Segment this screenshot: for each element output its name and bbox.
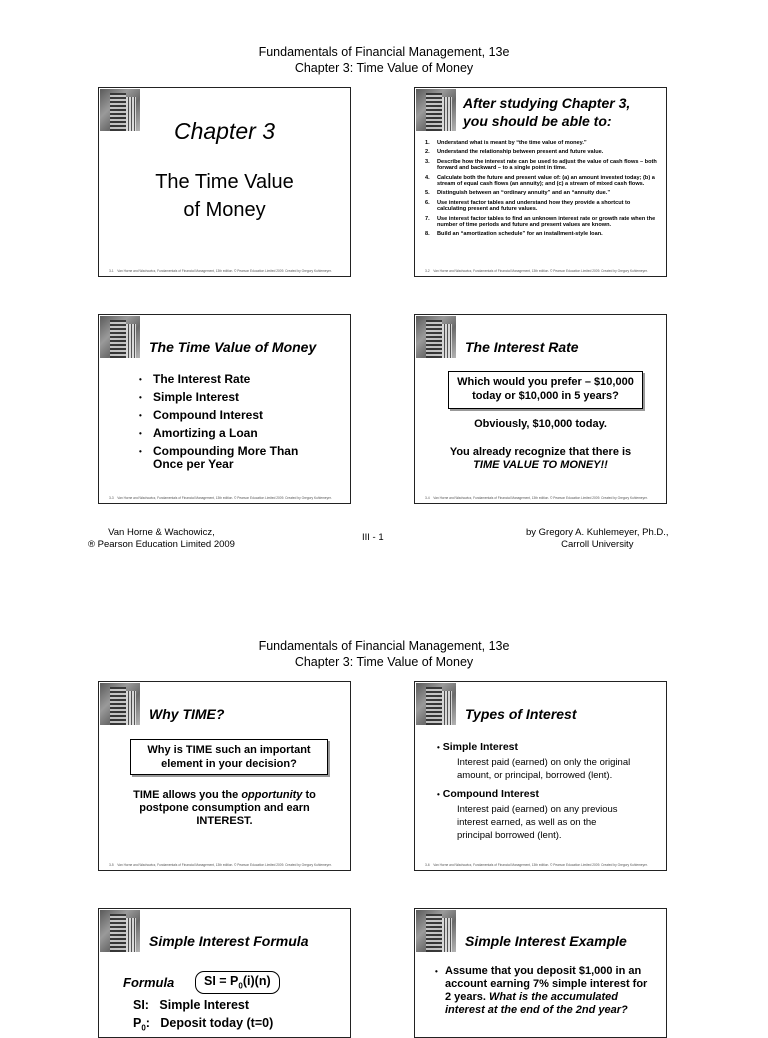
page-number: III - 1 bbox=[362, 532, 384, 543]
objective-item: 2. Understand the relationship between present and future value. bbox=[425, 149, 604, 156]
slide-footer: 3-3 Van Horne and Wachowicz, Fundamentals of Financial Management, 13th edition. © Pearson Education Limited 2009. Created by Gregory Kuhlemeyer. bbox=[109, 496, 332, 500]
formula-label: Formula bbox=[123, 975, 175, 990]
objective-item: 4. Calculate both the future and present value of: (a) an amount invested today; (b) a stream of equal cash flows (an annuity); and (c) a stream of mixed cash flows. bbox=[425, 174, 655, 188]
building-image bbox=[100, 316, 140, 358]
slide-objectives bbox=[414, 87, 667, 277]
slide-footer: 3-4 Van Horne and Wachowicz, Fundamentals of Financial Management, 13th edition. © Pearson Education Limited 2009. Created by Gregory Kuhlemeyer. bbox=[425, 496, 648, 500]
topic-item: • Compound Interest bbox=[137, 409, 327, 422]
slide-chapter-title bbox=[98, 87, 351, 277]
slide-why-time bbox=[98, 681, 351, 871]
slide-interest-rate bbox=[414, 314, 667, 504]
slide-title: The Interest Rate bbox=[465, 339, 579, 355]
chapter-title: Chapter 3: Time Value of Money bbox=[294, 61, 474, 75]
objective-item: 6. Use interest factor tables and understand how they provide a shortcut to calculating present and future values. bbox=[425, 199, 631, 213]
building-image bbox=[100, 910, 140, 952]
slide-main-title: The Time Value of Money bbox=[155, 171, 294, 221]
building-image bbox=[416, 910, 456, 952]
building-image bbox=[100, 683, 140, 725]
topic-item: • Amortizing a Loan bbox=[137, 427, 327, 440]
building-image bbox=[416, 316, 456, 358]
slide-title: Types of Interest bbox=[465, 706, 577, 722]
compound-interest-desc: Interest paid (earned) on any previous interest earned, as well as on the principal borrowed (lent). bbox=[457, 804, 618, 841]
slide-title: Simple Interest Formula bbox=[149, 933, 309, 949]
slide-footer: 3-6 Van Horne and Wachowicz, Fundamentals of Financial Management, 13th edition. © Pearson Education Limited 2009. Created by Gregory Kuhlemeyer. bbox=[425, 863, 648, 867]
question-box: Which would you prefer – $10,000 today or $10,000 in 5 years? bbox=[448, 371, 643, 409]
publisher-credit: Van Horne & Wachowicz, ® Pearson Education Limited 2009 bbox=[88, 527, 235, 550]
slide-topics bbox=[98, 314, 351, 504]
page-header bbox=[0, 44, 768, 76]
chapter-heading: Chapter 3 bbox=[173, 118, 275, 144]
topic-item: • The Interest Rate bbox=[137, 373, 327, 386]
interest-types bbox=[437, 741, 661, 848]
chapter-title: Chapter 3: Time Value of Money bbox=[294, 655, 474, 669]
explanation-text: TIME allows you the opportunity to postpone consumption and earn INTEREST. bbox=[133, 789, 316, 827]
slide-simple-interest-formula bbox=[98, 908, 351, 1038]
slide-title: After studying Chapter 3, you should be able to: bbox=[463, 95, 631, 129]
objective-item: 5. Distinguish between an “ordinary annuity” and an “annuity due.” bbox=[425, 190, 611, 197]
objective-item: 7. Use interest factor tables to find an unknown interest rate or growth rate when the number of time periods and future and present values are known. bbox=[425, 215, 656, 229]
si-definition: SI: Simple Interest bbox=[133, 998, 250, 1012]
compound-interest-item: • Compound Interest bbox=[437, 788, 539, 800]
objective-item: 8. Build an “amortization schedule” for an installment-style loan. bbox=[425, 231, 603, 238]
slide-footer: 3-2 Van Horne and Wachowicz, Fundamentals of Financial Management, 13th edition. © Pearson Education Limited 2009. Created by Gregory Kuhlemeyer. bbox=[425, 269, 648, 273]
recognize-text: You already recognize that there is TIME VALUE TO MONEY!! bbox=[449, 446, 632, 471]
simple-interest-item: • Simple Interest bbox=[437, 741, 519, 753]
topic-item: • Compounding More Than Once per Year bbox=[137, 445, 327, 471]
answer-text: Obviously, $10,000 today. bbox=[474, 418, 607, 430]
slide-footer: 3-5 Van Horne and Wachowicz, Fundamentals of Financial Management, 13th edition. © Pearson Education Limited 2009. Created by Gregory Kuhlemeyer. bbox=[109, 863, 332, 867]
slide-types-of-interest bbox=[414, 681, 667, 871]
simple-interest-desc: Interest paid (earned) on only the original amount, or principal, borrowed (lent). bbox=[457, 757, 631, 781]
building-image bbox=[416, 89, 456, 131]
slide-title: Simple Interest Example bbox=[465, 933, 627, 949]
objective-item: 1. Understand what is meant by “the time value of money.” bbox=[425, 140, 587, 146]
building-image bbox=[416, 683, 456, 725]
question-box: Why is TIME such an important element in your decision? bbox=[130, 739, 328, 775]
p0-definition: $P_0$: Deposit today (t=0) bbox=[133, 1016, 274, 1033]
slide-footer: 3-1 Van Horne and Wachowicz, Fundamentals of Financial Management, 13th edition. © Pearson Education Limited 2009. Created by Gregory Kuhlemeyer. bbox=[109, 269, 332, 273]
book-title: Fundamentals of Financial Management, 13e bbox=[258, 45, 510, 59]
slide-simple-interest-example bbox=[414, 908, 667, 1038]
topic-list bbox=[137, 373, 327, 476]
slide-title: The Time Value of Money bbox=[149, 339, 317, 355]
formula-box: SI = $P_0(i)(n)$ bbox=[195, 971, 280, 994]
book-title: Fundamentals of Financial Management, 13e bbox=[258, 639, 510, 653]
topic-item: • Simple Interest bbox=[137, 391, 327, 404]
example-text: • Assume that you deposit $1,000 in an account earning 7% simple interest for 2 years. What is the accumulated interest at the end of the 2nd year? bbox=[435, 965, 648, 1016]
slide-title: Why TIME? bbox=[149, 706, 225, 722]
page-header-2 bbox=[0, 638, 768, 670]
objective-item: 3. Describe how the interest rate can be used to adjust the value of cash flows – both forward and backward – to a single point in time. bbox=[425, 158, 657, 172]
author-credit: by Gregory A. Kuhlemeyer, Ph.D., Carroll University bbox=[526, 527, 669, 550]
objectives-list bbox=[425, 140, 661, 241]
